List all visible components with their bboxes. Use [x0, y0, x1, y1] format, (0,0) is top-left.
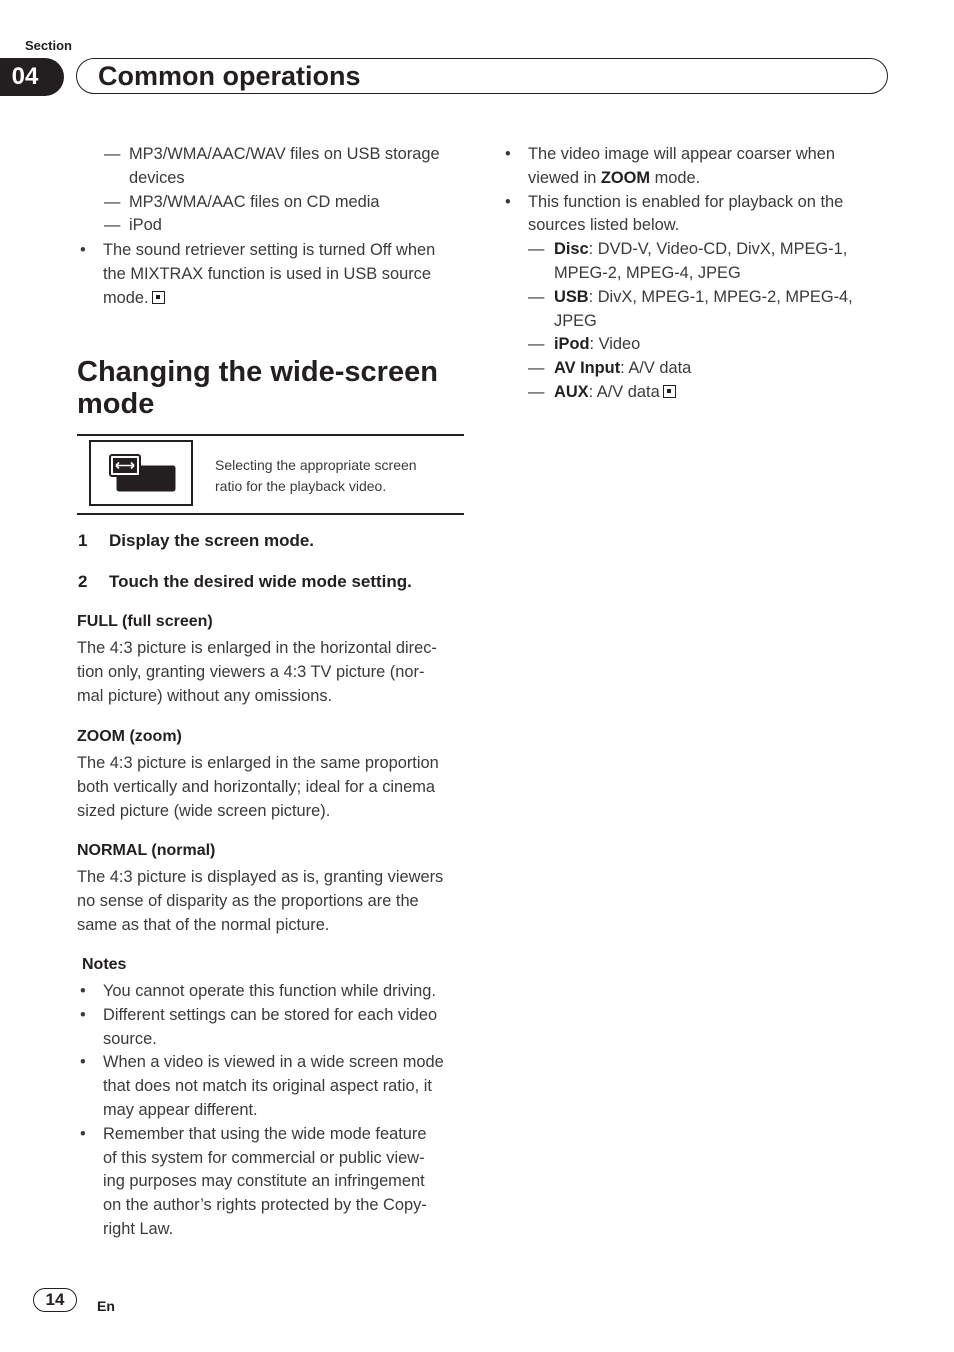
bullet-mixtrax: • The sound retriever setting is turned Off when the MIXTRAX function is used in USB source mode. — [80, 241, 436, 307]
list-item: • Remember that using the wide mode feature of this system for commercial or public view- ing purposes may constitute an infringement on the author’s rights protected by the Copy- right Law. — [80, 1124, 427, 1238]
source-item-usb: — USB: DivX, MPEG-1, MPEG-2, MPEG-4, JPEG — [528, 287, 853, 330]
chapter-title: Common operations — [98, 61, 361, 91]
dash-list — [104, 143, 440, 238]
end-mark-icon — [152, 291, 165, 304]
source-item-av-input: — AV Input: A/V data — [528, 359, 692, 378]
divider-bottom — [77, 513, 464, 515]
source-item-disc: — Disc: DVD-V, Video-CD, DivX, MPEG-1, MPEG-2, MPEG-4, JPEG — [528, 240, 848, 282]
page-number: 14 — [33, 1288, 77, 1312]
dash-item: — MP3/WMA/AAC/WAV files on USB storage devices — [104, 145, 440, 187]
full-description: The 4:3 picture is enlarged in the horizontal direc- tion only, granting viewers a 4:3 TV picture (nor- mal picture) without any omissions. — [77, 639, 437, 705]
notes-list — [78, 980, 470, 1242]
list-item: • When a video is viewed in a wide screen mode that does not match its original aspect ratio, it may appear different. — [80, 1053, 444, 1119]
zoom-description: The 4:3 picture is enlarged in the same proportion both vertically and horizontally; ideal for a cinema sized picture (wide screen picture). — [77, 754, 439, 820]
normal-description: The 4:3 picture is displayed as is, granting viewers no sense of disparity as the proportions are the same as that of the normal picture. — [77, 868, 444, 934]
zoom-title: ZOOM (zoom) — [77, 728, 182, 745]
dash-item: — MP3/WMA/AAC files on CD media — [104, 192, 380, 211]
step-1: 1 Display the screen mode. — [78, 531, 315, 550]
dash-item: — iPod — [104, 216, 162, 235]
wide-screen-mode-icon — [89, 440, 193, 506]
source-item-aux: — AUX: A/V data — [503, 381, 903, 405]
list-item: • You cannot operate this function while driving. — [80, 982, 436, 1000]
divider-top — [77, 434, 464, 436]
right-column — [503, 143, 903, 405]
normal-title: NORMAL (normal) — [77, 842, 216, 859]
notes-title: Notes — [82, 956, 127, 973]
section-label: Section — [25, 38, 72, 53]
list-item: • Different settings can be stored for each video source. — [80, 1005, 438, 1048]
bullet-sources: • This function is enabled for playback on the sources listed below. — [505, 192, 844, 235]
icon-caption: Selecting the appropriate screen ratio for the playback video. — [215, 457, 417, 494]
end-mark-icon — [663, 385, 676, 398]
section-heading: Changing the wide-screen mode — [77, 356, 438, 420]
section-number-tab: 04 — [0, 58, 64, 96]
step-2: 2 Touch the desired wide mode setting. — [78, 572, 412, 591]
bullet-zoom-coarser: • The video image will appear coarser when viewed in ZOOM mode. — [505, 145, 836, 187]
language-label: En — [97, 1298, 115, 1314]
source-item-ipod: — iPod: Video — [528, 335, 641, 354]
full-title: FULL (full screen) — [77, 613, 213, 630]
